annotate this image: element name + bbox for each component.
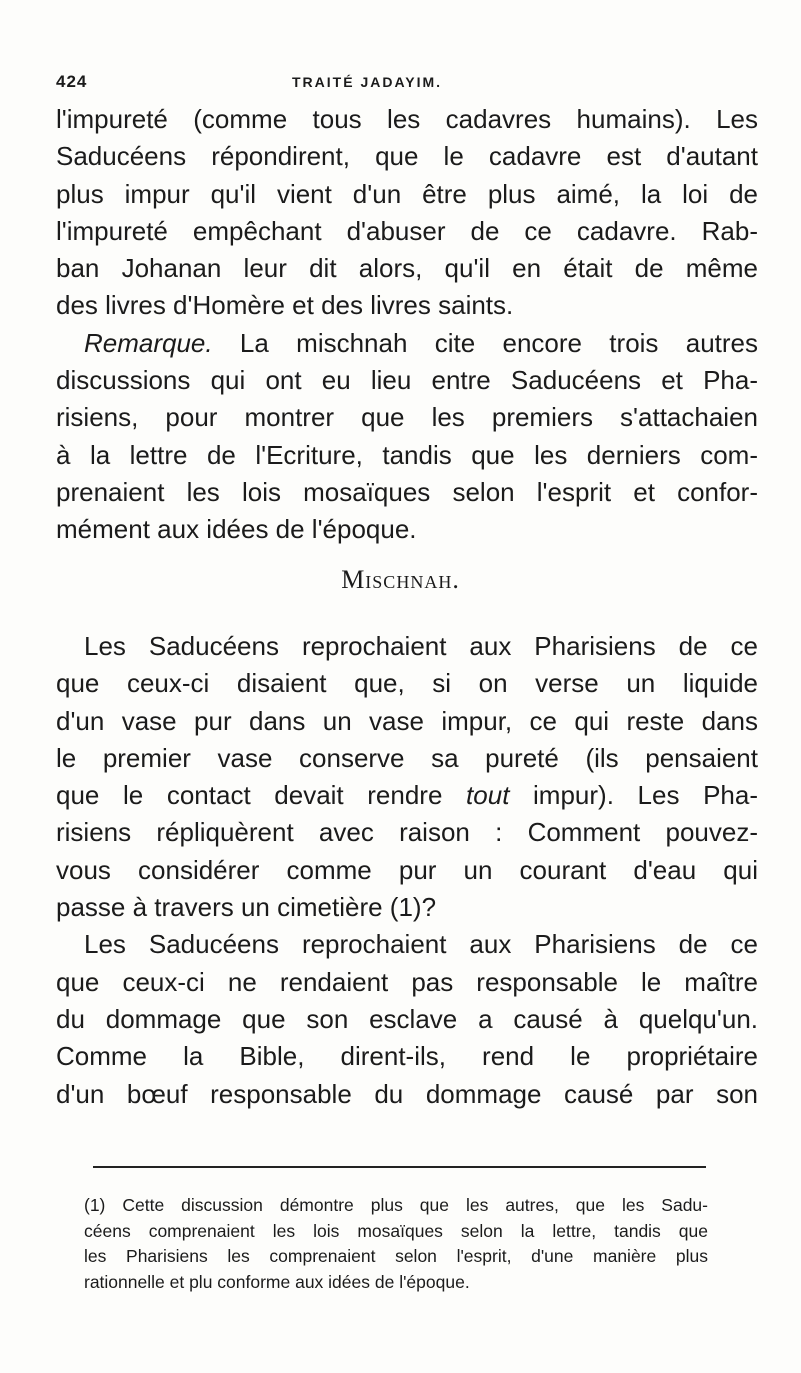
footnote — [84, 1193, 708, 1295]
text-fragment: impur). Les Pha- — [509, 780, 758, 811]
body-text-mischnah — [56, 628, 758, 1113]
text-line-italic — [56, 777, 758, 814]
remark-line — [56, 325, 758, 362]
text-line: prenaient les lois mosaïques selon l'esprit et confor- — [56, 476, 758, 507]
text-line: ban Johanan leur dit alors, qu'il en était de même — [56, 253, 758, 284]
text-line: Comme la Bible, dirent-ils, rend le propriétaire — [56, 1041, 758, 1072]
text-line: d'un vase pur dans un vase impur, ce qui reste dans — [56, 705, 758, 736]
remark-text: La mischnah cite encore trois autres — [212, 327, 758, 358]
text-line: l'impureté empêchant d'abuser de ce cadavre. Rab- — [56, 215, 758, 246]
text-line: que ceux-ci disaient que, si on verse un liquide — [56, 668, 758, 699]
text-line: l'impureté (comme tous les cadavres humains). Les — [56, 104, 758, 134]
text-line: risiens, pour montrer que les premiers s'attachaien — [56, 402, 758, 433]
italic-word: tout — [466, 780, 510, 811]
body-text-top — [56, 101, 758, 549]
footnote-line: rationnelle et plu conforme aux idées de l'époque. — [84, 1271, 470, 1292]
footnote-divider — [93, 1166, 706, 1168]
footnote-line: les Pharisiens les comprenaient selon l'esprit, d'une manière plus — [84, 1246, 708, 1266]
text-line: à la lettre de l'Ecriture, tandis que les derniers com- — [56, 439, 758, 470]
text-line: Saducéens répondirent, que le cadavre est d'autant — [56, 141, 758, 172]
text-line: discussions qui ont eu lieu entre Saducéens et Pha- — [56, 365, 758, 396]
text-line: le premier vase conserve sa pureté (ils pensaient — [56, 742, 758, 773]
text-line: vous considérer comme pur un courant d'eau qui — [56, 854, 758, 885]
text-fragment: que le contact devait rendre — [56, 780, 467, 811]
text-line: Les Saducéens reprochaient aux Pharisiens de ce — [84, 631, 758, 661]
footnote-line: céens comprenaient les lois mosaïques selon la lettre, tandis que — [84, 1220, 708, 1241]
text-line: que ceux-ci ne rendaient pas responsable le maître — [56, 966, 758, 997]
running-title: TRAITÉ JADAYIM. — [292, 74, 443, 90]
text-line: des livres d'Homère et des livres saints. — [56, 290, 514, 321]
footnote-line: (1) Cette discussion démontre plus que les autres, que les Sadu- — [84, 1195, 708, 1215]
text-line: Les Saducéens reprochaient aux Pharisiens de ce — [84, 929, 758, 960]
text-line: passe à travers un cimetière (1)? — [56, 892, 437, 923]
page-number: 424 — [56, 72, 88, 91]
text-line: du dommage que son esclave a causé à quelqu'un. — [56, 1003, 758, 1034]
text-line: plus impur qu'il vient d'un être plus aimé, la loi de — [56, 178, 758, 209]
page-header — [56, 72, 756, 94]
section-heading: Mischnah. — [341, 565, 460, 594]
text-line: risiens répliquèrent avec raison : Comment pouvez- — [56, 817, 758, 848]
text-line: d'un bœuf responsable du dommage causé par son — [56, 1078, 758, 1109]
text-line: mément aux idées de l'époque. — [56, 514, 417, 545]
remark-label: Remarque. — [84, 327, 213, 358]
